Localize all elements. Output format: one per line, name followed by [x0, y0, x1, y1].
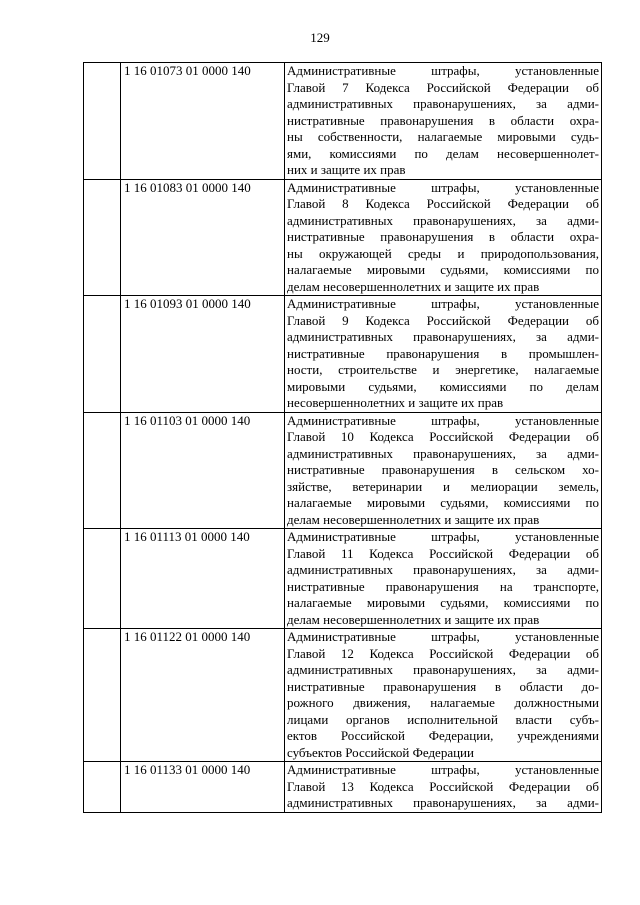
budget-codes-table	[83, 62, 602, 813]
description-line: нистративные правонарушения в области до-	[287, 678, 599, 694]
description-cell	[285, 412, 602, 529]
blank-cell	[84, 762, 121, 813]
description-line: административных правонарушениях, за адми-	[287, 96, 599, 111]
description-line: административных правонарушениях, за адми-	[287, 562, 599, 577]
description-line: них и защите их прав	[287, 162, 406, 177]
description-line: административных правонарушениях, за адми-	[287, 212, 599, 228]
description-cell	[285, 179, 602, 296]
blank-cell	[84, 63, 121, 180]
table-row	[84, 629, 602, 762]
description-line: административных правонарушениях, за адми-	[287, 662, 599, 677]
description-line: административных правонарушениях, за адми-	[287, 329, 599, 344]
table-row	[84, 412, 602, 529]
description-cell	[285, 762, 602, 813]
description-line: лицами органов исполнительной власти субъ-	[287, 711, 599, 727]
blank-cell	[84, 529, 121, 629]
description-line: налагаемые мировыми судьями, комиссиями по	[287, 595, 599, 610]
description-line: несовершеннолетних и защите их прав	[287, 395, 504, 410]
description-line: субъектов Российской Федерации	[287, 744, 474, 760]
description-line: налагаемые мировыми судьями, комиссиями по	[287, 495, 599, 510]
blank-cell	[84, 629, 121, 762]
description-line: Административные штрафы, установленные	[287, 762, 599, 777]
budget-code-cell: 1 16 01103 01 0000 140	[121, 412, 285, 529]
budget-code-cell: 1 16 01093 01 0000 140	[121, 296, 285, 413]
page-number: 129	[310, 30, 330, 45]
description-line: нистративные правонарушения в промышлен-	[287, 345, 599, 361]
description-line: ектов Российской Федерации, учреждениями	[287, 728, 599, 743]
description-line: ности, строительстве и энергетике, налагаемые	[287, 362, 599, 377]
description-line: Главой 10 Кодекса Российской Федерации об	[287, 429, 599, 444]
description-line: Административные штрафы, установленные	[287, 296, 599, 311]
description-line: нистративные правонарушения на транспорте,	[287, 578, 599, 594]
table-body	[84, 63, 602, 813]
budget-code-cell: 1 16 01113 01 0000 140	[121, 529, 285, 629]
description-line: делам несовершеннолетних и защите их прав	[287, 611, 540, 627]
budget-code-cell: 1 16 01122 01 0000 140	[121, 629, 285, 762]
budget-code-cell: 1 16 01073 01 0000 140	[121, 63, 285, 180]
blank-cell	[84, 179, 121, 296]
table-row	[84, 529, 602, 629]
description-line: Главой 12 Кодекса Российской Федерации об	[287, 645, 599, 661]
description-line: Административные штрафы, установленные	[287, 179, 599, 195]
description-cell	[285, 63, 602, 180]
description-line: Административные штрафы, установленные	[287, 412, 599, 428]
budget-code-cell: 1 16 01133 01 0000 140	[121, 762, 285, 813]
description-line: налагаемые мировыми судьями, комиссиями по	[287, 262, 599, 277]
blank-cell	[84, 412, 121, 529]
description-line: административных правонарушениях, за адми-	[287, 795, 599, 810]
description-line: нистративные правонарушения в области охра-	[287, 229, 599, 244]
table-row	[84, 179, 602, 296]
description-line: Главой 13 Кодекса Российской Федерации об	[287, 778, 599, 794]
description-line: делам несовершеннолетних и защите их прав	[287, 278, 540, 294]
description-line: Главой 11 Кодекса Российской Федерации об	[287, 545, 599, 561]
description-line: административных правонарушениях, за адми-	[287, 445, 599, 461]
description-line: Административные штрафы, установленные	[287, 63, 599, 78]
description-line: делам несовершеннолетних и защите их прав	[287, 511, 540, 527]
budget-code-cell: 1 16 01083 01 0000 140	[121, 179, 285, 296]
description-line: ями, комиссиями по делам несовершеннолет-	[287, 145, 599, 161]
description-line: Административные штрафы, установленные	[287, 629, 599, 644]
description-cell	[285, 629, 602, 762]
description-line: зяйстве, ветеринарии и мелиорации земель,	[287, 478, 599, 494]
description-line: Главой 7 Кодекса Российской Федерации об	[287, 79, 599, 95]
description-line: нистративные правонарушения в сельском хо-	[287, 462, 599, 477]
description-line: Главой 9 Кодекса Российской Федерации об	[287, 312, 599, 328]
description-line: мировыми судьями, комиссиями по делам	[287, 378, 599, 394]
table-row	[84, 63, 602, 180]
description-cell	[285, 529, 602, 629]
description-line: Главой 8 Кодекса Российской Федерации об	[287, 196, 599, 211]
description-line: ны окружающей среды и природопользования,	[287, 245, 599, 261]
description-line: ны собственности, налагаемые мировыми судь-	[287, 129, 599, 144]
blank-cell	[84, 296, 121, 413]
description-line: рожного движения, налагаемые должностными	[287, 695, 599, 710]
table-row	[84, 296, 602, 413]
description-cell	[285, 296, 602, 413]
table-row	[84, 762, 602, 813]
description-line: нистративные правонарушения в области охра-	[287, 112, 599, 128]
description-line: Административные штрафы, установленные	[287, 529, 599, 544]
